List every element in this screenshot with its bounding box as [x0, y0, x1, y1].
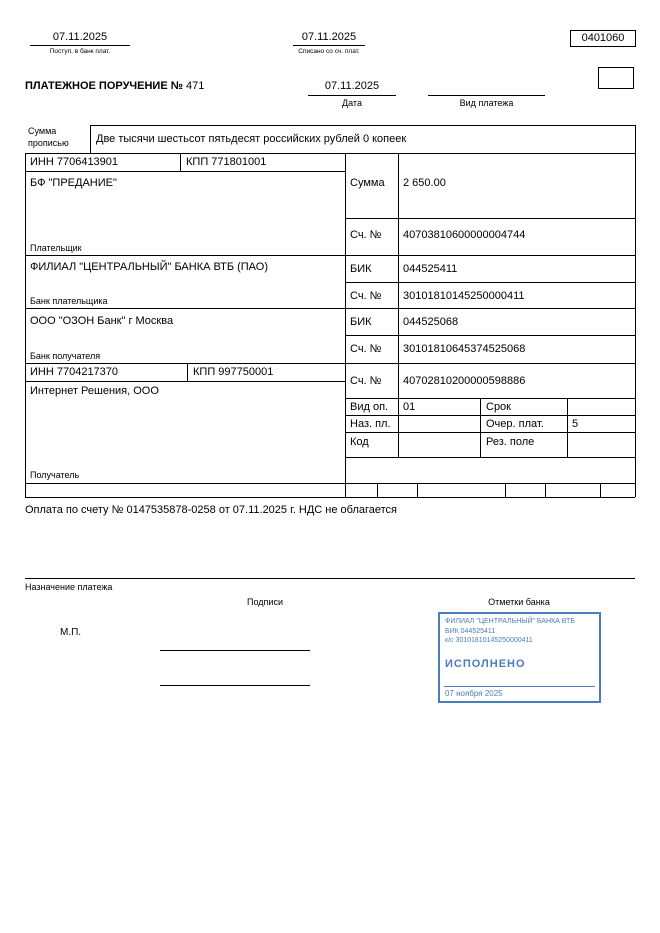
date-received: 07.11.2025 — [52, 31, 108, 43]
payer-bank-name: ФИЛИАЛ "ЦЕНТРАЛЬНЫЙ" БАНКА ВТБ (ПАО) — [30, 261, 268, 273]
purpose-underline — [25, 578, 635, 579]
payment-type-underline — [428, 95, 545, 96]
grid-line — [417, 483, 418, 497]
payee-label: Получатель — [30, 470, 80, 480]
stamp-status: ИСПОЛНЕНО — [445, 658, 526, 670]
date-received-underline — [30, 45, 130, 46]
date-debited: 07.11.2025 — [301, 31, 357, 43]
payee-account: 40702810200000598886 — [403, 375, 526, 387]
grid-line — [345, 415, 635, 416]
doc-number: 471 — [186, 80, 205, 92]
grid-line — [25, 171, 345, 172]
payee-name: Интернет Решения, ООО — [30, 385, 159, 397]
payment-type-box — [598, 67, 634, 89]
payment-purpose-label: Назначение платежа — [25, 582, 113, 592]
grid-line — [398, 153, 399, 457]
payer-inn: ИНН 7706413901 — [30, 156, 119, 168]
grid-line — [90, 125, 635, 126]
payee-bank-label: Банк получателя — [30, 351, 101, 361]
grid-line — [90, 125, 91, 153]
code-label: Код — [350, 436, 369, 448]
stamp-date: 07 ноября 2025 — [445, 689, 503, 698]
amount-words-label-2: прописью — [28, 138, 69, 148]
doc-title-text: ПЛАТЕЖНОЕ ПОРУЧЕНИЕ № — [25, 80, 183, 92]
amount-value: 2 650.00 — [403, 177, 446, 189]
payee-bank-bik-label: БИК — [350, 316, 372, 328]
grid-line — [187, 363, 188, 381]
payer-bank-account-label: Сч. № — [350, 290, 382, 302]
payer-bank-label: Банк плательщика — [30, 296, 108, 306]
grid-line — [345, 153, 346, 497]
payer-bank-bik: 044525411 — [403, 263, 458, 275]
form-code: 0401060 — [581, 32, 625, 44]
grid-line — [377, 483, 378, 497]
stamp-divider — [444, 686, 595, 687]
payer-label: Плательщик — [30, 243, 82, 253]
stamp-bik: БИК 044525411 — [445, 628, 496, 635]
payee-account-label: Сч. № — [350, 375, 382, 387]
payee-kpp: КПП 997750001 — [193, 366, 274, 378]
op-kind-label: Вид оп. — [350, 401, 389, 413]
grid-line — [345, 218, 635, 219]
term-label: Срок — [486, 401, 511, 413]
grid-line — [25, 363, 635, 364]
bank-marks-label: Отметки банка — [488, 597, 550, 607]
grid-line — [600, 483, 601, 497]
date-debited-label: Списано со сч. плат. — [298, 48, 360, 55]
grid-line — [180, 153, 181, 171]
grid-line — [25, 153, 26, 497]
payer-bank-account: 30101810145250000411 — [403, 290, 525, 302]
grid-line — [545, 483, 546, 497]
doc-date-label: Дата — [342, 98, 362, 108]
grid-line — [345, 335, 635, 336]
op-kind-value: 01 — [403, 401, 416, 413]
doc-title — [25, 80, 204, 93]
doc-date-underline — [308, 95, 396, 96]
payee-bank-account: 30101810645374525068 — [403, 343, 526, 355]
doc-date: 07.11.2025 — [324, 80, 380, 92]
stamp-bank-name: ФИЛИАЛ "ЦЕНТРАЛЬНЫЙ" БАНКА ВТБ — [445, 618, 575, 625]
grid-line — [25, 308, 635, 309]
grid-line — [25, 483, 635, 484]
payer-kpp: КПП 771801001 — [186, 156, 267, 168]
signature-line — [160, 685, 310, 686]
grid-line — [505, 483, 506, 497]
payer-account: 40703810600000004744 — [403, 229, 526, 241]
grid-line — [635, 125, 636, 497]
payer-name: БФ "ПРЕДАНИЕ" — [30, 177, 117, 189]
grid-line — [345, 457, 635, 458]
reserve-field-label: Рез. поле — [486, 436, 535, 448]
payee-bank-name: ООО "ОЗОН Банк" г Москва — [30, 315, 174, 327]
amount-label: Сумма — [350, 177, 385, 189]
stamp-place-label: М.П. — [60, 627, 82, 638]
priority-value: 5 — [572, 418, 579, 430]
grid-line — [25, 153, 635, 154]
payer-account-label: Сч. № — [350, 229, 382, 241]
grid-line — [25, 255, 635, 256]
signature-line — [160, 650, 310, 651]
payer-bank-bik-label: БИК — [350, 263, 372, 275]
grid-line — [345, 432, 635, 433]
payment-purpose-text: Оплата по счету № 0147535878-0258 от 07.11.2025 г. НДС не облагается — [25, 504, 397, 516]
grid-line — [345, 398, 635, 399]
payee-bank-bik: 044525068 — [403, 316, 459, 328]
priority-label: Очер. плат. — [486, 418, 544, 430]
grid-line — [25, 381, 345, 382]
date-received-label: Поступ. в банк плат. — [49, 48, 111, 55]
grid-line — [25, 497, 635, 498]
date-debited-underline — [293, 45, 365, 46]
grid-line — [345, 282, 635, 283]
amount-words-label-1: Сумма — [28, 126, 57, 136]
form-code-box — [570, 30, 636, 47]
payee-bank-account-label: Сч. № — [350, 343, 382, 355]
signatures-label: Подписи — [247, 597, 283, 607]
payee-inn: ИНН 7704217370 — [30, 366, 119, 378]
amount-words: Две тысячи шестьсот пятьдесят российских рублей 0 копеек — [96, 133, 407, 145]
payment-type-label: Вид платежа — [459, 98, 514, 108]
purpose-code-label: Наз. пл. — [350, 418, 391, 430]
stamp-corr-account: к/с 30101810145250000411 — [445, 637, 533, 644]
grid-line — [480, 398, 481, 457]
grid-line — [567, 398, 568, 457]
